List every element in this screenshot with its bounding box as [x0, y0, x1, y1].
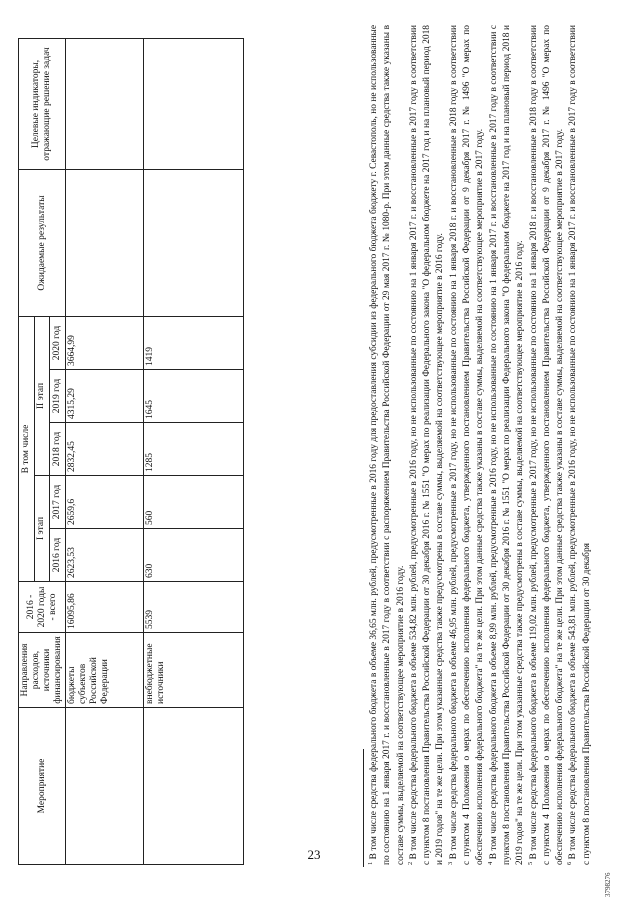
footnote-divider [363, 749, 364, 867]
footnote-text: В том числе средства федерального бюджета в объеме 543,81 млн. рублей, предусмотренные в 2016 году, но не использованные по состоянию на 1 января 2017 г. и восстановленные в 2017 году в соответствии с пунктом 8 постановления Правительства Российской Федерации от 30 декабря [568, 24, 592, 865]
footnote-mark: 4 [486, 861, 494, 865]
header-results: Ожидаемые результаты [19, 170, 66, 317]
header-including: В том числе [19, 317, 35, 582]
row-value: 560 [144, 476, 244, 529]
table-row [144, 39, 244, 865]
row-total: 5539 [144, 582, 244, 633]
header-year: 2020 год [50, 317, 66, 370]
footnote [448, 25, 488, 865]
row-value: 630 [144, 529, 244, 582]
row-value: 1645 [144, 370, 244, 423]
table-header-row [19, 39, 35, 865]
footnote [567, 25, 594, 865]
footnote [368, 25, 408, 865]
row-value: 3664,99 [66, 317, 144, 370]
footnote [408, 25, 448, 865]
footnote-text: В том числе средства федерального бюджета в объеме 36,65 млн. рублей, предусмотренные в 2016 году для предоставления субсидии из федерального бюджета бюджету г. Севастополь, но не использованные по состоянию на 1 января 2017 г. и восстановленные в 2017 году в соответствии с распоряжением Правительства Российской Федерации от 29 мая 2017 г. № 1080-р. При этом данные средства также указаны в составе суммы, выделяемой на соответствующее мероприятие в 2016 году. [369, 24, 406, 865]
header-year: 2019 год [50, 370, 66, 423]
footnote-mark: 1 [366, 861, 374, 865]
footnote [528, 25, 568, 865]
row-value: 4315,29 [66, 370, 144, 423]
document-stamp: 3798276 [604, 872, 612, 897]
table-cell [66, 708, 144, 865]
footnote-mark: 2 [406, 861, 414, 865]
row-label: внебюджетные источники [144, 633, 244, 708]
table-cell [144, 170, 244, 317]
footnotes [368, 25, 594, 865]
header-event: Мероприятие [19, 708, 66, 865]
row-label: бюджеты субъектов Российской Федерации [66, 633, 144, 708]
header-total: 2016 - 2020 годы - всего [19, 582, 66, 633]
table-cell [66, 170, 144, 317]
row-value: 1419 [144, 317, 244, 370]
row-value: 2659,6 [66, 476, 144, 529]
footnote-mark: 3 [446, 861, 454, 865]
header-indicators: Целевые индикаторы, отражающие решение задач [19, 39, 66, 170]
table-cell [144, 708, 244, 865]
header-stage1: I этап [34, 476, 50, 582]
footnote-text: В том числе средства федерального бюджета в объеме 46,95 млн. рублей, предусмотренные в 2017 году, но не использованные по состоянию на 1 января 2018 г. и восстановленные в 2018 году в соответствии с пунктом 4 Положения о мерах по обеспечению исполнения федерального бюджета, утвержденного постановлением Правительства Российской Федерации от 9 декабря 2017 г. № 1496 "О мерах по обеспечению исполнения федерального бюджета" на те же цели. При этом данные средства также указаны в составе суммы, выделяемой на соответствующее мероприятие в 2017 году. [448, 25, 486, 865]
row-value: 2832,45 [66, 423, 144, 476]
page-number: 23 [307, 847, 321, 862]
table-row [66, 39, 144, 865]
row-value: 2623,53 [66, 529, 144, 582]
footnote-text: В том числе средства федерального бюджета в объеме 534,82 млн. рублей, предусмотренные в 2016 году, но не использованные по состоянию на 1 января 2017 г. и восстановленные в 2017 году в соответствии с пунктом 8 постановления Правительства Российской Федерации от 30 декабря 2016 г. № 1551 "О мерах по реализации Федерального закона "О федеральном бюджете на 2017 год и на плановый период 2018 и 2019 годов" на те же цели. При этом указанные средства также предусмотрены в составе суммы, выделяемой на соответствующее мероприятие в 2016 году. [408, 24, 446, 865]
header-year: 2017 год [50, 476, 66, 529]
footnote-text: В том числе средства федерального бюджета в объеме 8,99 млн. рублей, предусмотренные в 2016 году, но не использованные по состоянию на 1 января 2017 г. и восстановленные в 2017 году в соответствии с пунктом 8 постановления Правительства Российской Федерации от 30 декабря 2016 г. № 1551 "О мерах по реализации Федерального закона "О федеральном бюджете на 2017 год и на плановый период 2018 и 2019 годов" на те же цели. При этом указанные средства также предусмотрены в составе суммы, выделяемой на соответствующее мероприятие в 2016 году. [488, 25, 526, 865]
table-cell [144, 39, 244, 170]
footnote [488, 25, 528, 865]
footnote-mark: 6 [566, 861, 574, 865]
header-year: 2016 год [50, 529, 66, 582]
table-cell [66, 39, 144, 170]
budget-table [18, 38, 244, 865]
footnote-text: В том числе средства федерального бюджета в объеме 119,02 млн. рублей, предусмотренные в 2017 году, но не использованные по состоянию на 1 января 2018 г. и восстановленные в 2018 году в соответствии с пунктом 4 Положения о мерах по обеспечению исполнения федерального бюджета, утвержденного постановлением Правительства Российской Федерации от 9 декабря 2017 г. № 1496 "О мерах по обеспечению исполнения федерального бюджета" на те же цели. При этом данные средства также указаны в составе суммы, выделяемой на соответствующее мероприятие в 2017 году. [528, 25, 566, 865]
row-value: 1285 [144, 423, 244, 476]
header-directions: Направления расходов, источники финансирования [19, 633, 66, 708]
footnote-mark: 5 [526, 861, 534, 865]
header-year: 2018 год [50, 423, 66, 476]
header-stage2: II этап [34, 317, 50, 476]
row-total: 16095,86 [66, 582, 144, 633]
